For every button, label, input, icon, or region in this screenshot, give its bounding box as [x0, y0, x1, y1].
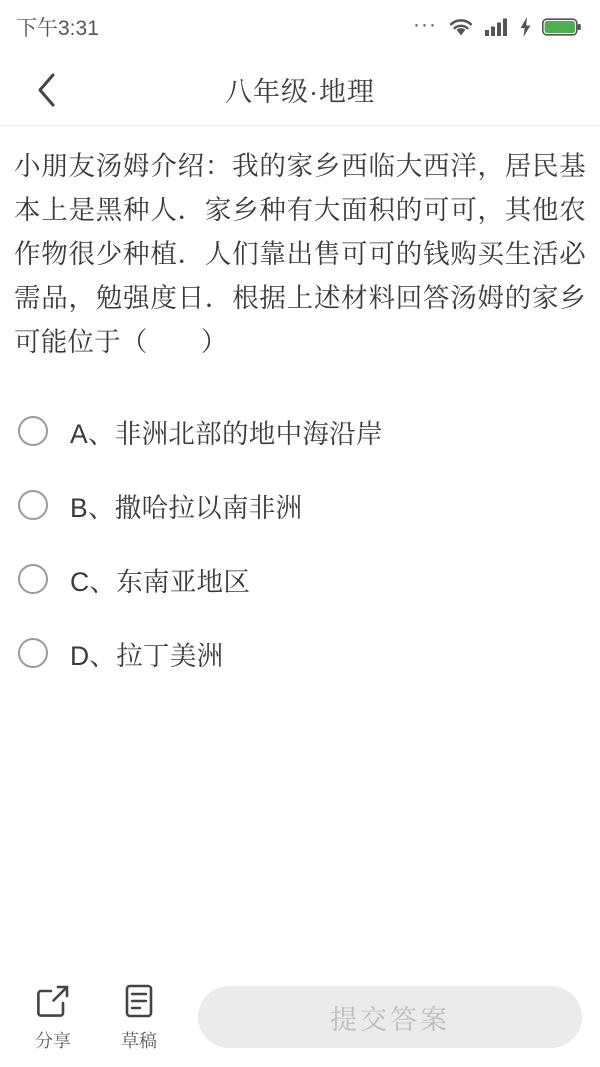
- option-label: C、东南亚地区: [70, 566, 251, 597]
- radio-icon[interactable]: [18, 490, 48, 520]
- radio-icon[interactable]: [18, 416, 48, 446]
- option-c[interactable]: [14, 542, 586, 616]
- question-area: [0, 126, 600, 967]
- draft-button[interactable]: [96, 982, 182, 1053]
- chevron-left-icon: [36, 72, 58, 108]
- draft-label: 草稿: [121, 1030, 157, 1051]
- question-text: 小朋友汤姆介绍：我的家乡西临大西洋，居民基本上是黑种人．家乡种有大面积的可可，其他农作物很少种植．人们靠出售可可的钱购买生活必需品，勉强度日．根据上述材料回答汤姆的家乡可能位于（ ）: [14, 151, 586, 357]
- status-bar: [0, 0, 600, 54]
- signal-icon: [485, 17, 509, 37]
- option-d[interactable]: [14, 616, 586, 690]
- radio-icon[interactable]: [18, 638, 48, 668]
- submit-answer-button[interactable]: 提交答案: [198, 986, 582, 1048]
- bottom-toolbar: [0, 967, 600, 1067]
- charging-icon: [520, 17, 531, 37]
- battery-icon: [542, 17, 582, 37]
- note-icon: [120, 982, 158, 1020]
- share-button[interactable]: [10, 982, 96, 1053]
- option-b[interactable]: [14, 468, 586, 542]
- option-label: A、非洲北部的地中海沿岸: [70, 418, 383, 449]
- status-icons: [413, 12, 582, 38]
- status-time: 下午3:31: [16, 17, 99, 40]
- page-title: 八年级·地理: [225, 77, 375, 107]
- radio-icon[interactable]: [18, 564, 48, 594]
- share-label: 分享: [35, 1030, 71, 1051]
- back-button[interactable]: [22, 54, 72, 126]
- option-label: D、拉丁美洲: [70, 640, 224, 671]
- options-list: [14, 394, 586, 690]
- more-dots-icon: ···: [413, 12, 437, 36]
- option-a[interactable]: [14, 394, 586, 468]
- wifi-icon: [448, 17, 474, 37]
- title-bar: [0, 54, 600, 126]
- share-icon: [34, 982, 72, 1020]
- option-label: B、撒哈拉以南非洲: [70, 492, 303, 523]
